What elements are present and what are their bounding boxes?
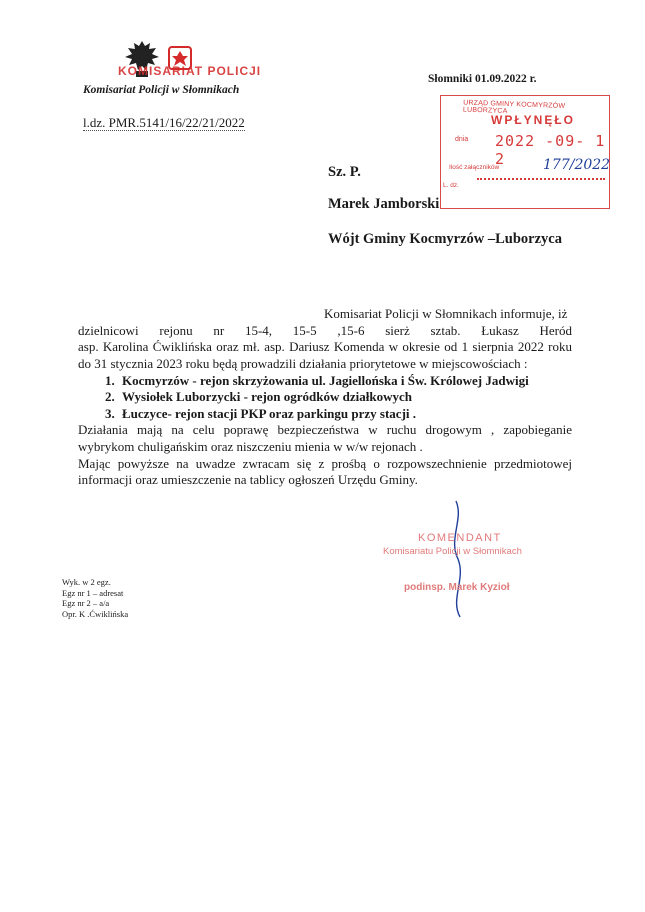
locations-list [78, 373, 572, 423]
addressee-title: Wójt Gminy Kocmyrzów –Luborzyca [328, 231, 562, 247]
received-stamp-number: 177/2022 [543, 157, 611, 173]
received-stamp-date-label: dnia [455, 136, 469, 143]
intro-paragraph [78, 306, 572, 373]
org-name: Komisariat Policji w Słomnikach [83, 84, 240, 96]
handwritten-signature [442, 499, 470, 619]
received-stamp-sign-label: L. dz. [443, 182, 459, 189]
list-item: 3. Łuczyce- rejon stacji PKP oraz parkingu przy stacji . [118, 406, 572, 423]
reference-number: l.dz. PMR.5141/16/22/21/2022 [83, 115, 245, 130]
distribution-line: Wyk. w 2 egz. [62, 577, 111, 587]
distribution-line: Egz nr 1 – adresat [62, 587, 124, 598]
signature-unit: Komisariatu Policji w Słomnikach [383, 546, 522, 557]
distribution-line: Opr. K .Ćwiklińska [62, 608, 129, 619]
received-stamp [440, 95, 610, 209]
signature-title: KOMENDANT [418, 532, 502, 544]
signature-name: podinsp. Marek Kyzioł [404, 582, 510, 593]
intro-line2: dzielnicowi rejonu nr 15-4, 15-5 ,15-6 sierż sztab. Łukasz Heród [78, 322, 572, 338]
list-item: 1. Kocmyrzów - rejon skrzyżowania ul. Jagiellońska i Św. Królowej Jadwigi [118, 373, 572, 390]
received-stamp-title: WPŁYNĘŁO [491, 113, 575, 127]
addressee-name: Marek Jamborski [328, 196, 440, 212]
distribution-line: Egz nr 2 – a/a [62, 598, 110, 608]
intro-rest: asp. Karolina Ćwiklińska oraz mł. asp. Dariusz Komenda w okresie od 1 sierpnia 2022 roku do 31 stycznia 2023 roku będą prowadzili działania priorytetowe w miejscowościach : [78, 339, 572, 371]
purpose-paragraph: Działania mają na celu poprawę bezpieczeństwa w ruchu drogowym , zapobieganie wybrykom chuligańskim oraz niszczeniu mienia w w/w rejonach . [78, 422, 572, 454]
police-header-stamp: KOMISARIAT POLICJI [118, 64, 262, 78]
received-stamp-date: 2022 -09- 1 2 [495, 132, 606, 168]
addressee-salutation: Sz. P. [328, 164, 361, 180]
received-stamp-dotline [477, 178, 605, 180]
received-stamp-office: URZĄD GMINY KOCMYRZÓW LUBORZYCA [462, 99, 566, 116]
list-item: 2. Wysiołek Luborzycki - rejon ogródków działkowych [118, 389, 572, 406]
letter-body [78, 306, 572, 489]
request-paragraph: Mając powyższe na uwadze zwracam się z prośbą o rozpowszechnienie przedmiotowej informacji oraz umieszczenie na tablicy ogłoszeń Urzędu Gminy. [78, 455, 572, 488]
received-stamp-number-label: Ilość załączników [449, 164, 500, 171]
intro-line1: Komisariat Policji w Słomnikach informuje, iż [324, 306, 568, 321]
place-date: Słomniki 01.09.2022 r. [428, 73, 537, 85]
distribution-list [62, 577, 128, 619]
